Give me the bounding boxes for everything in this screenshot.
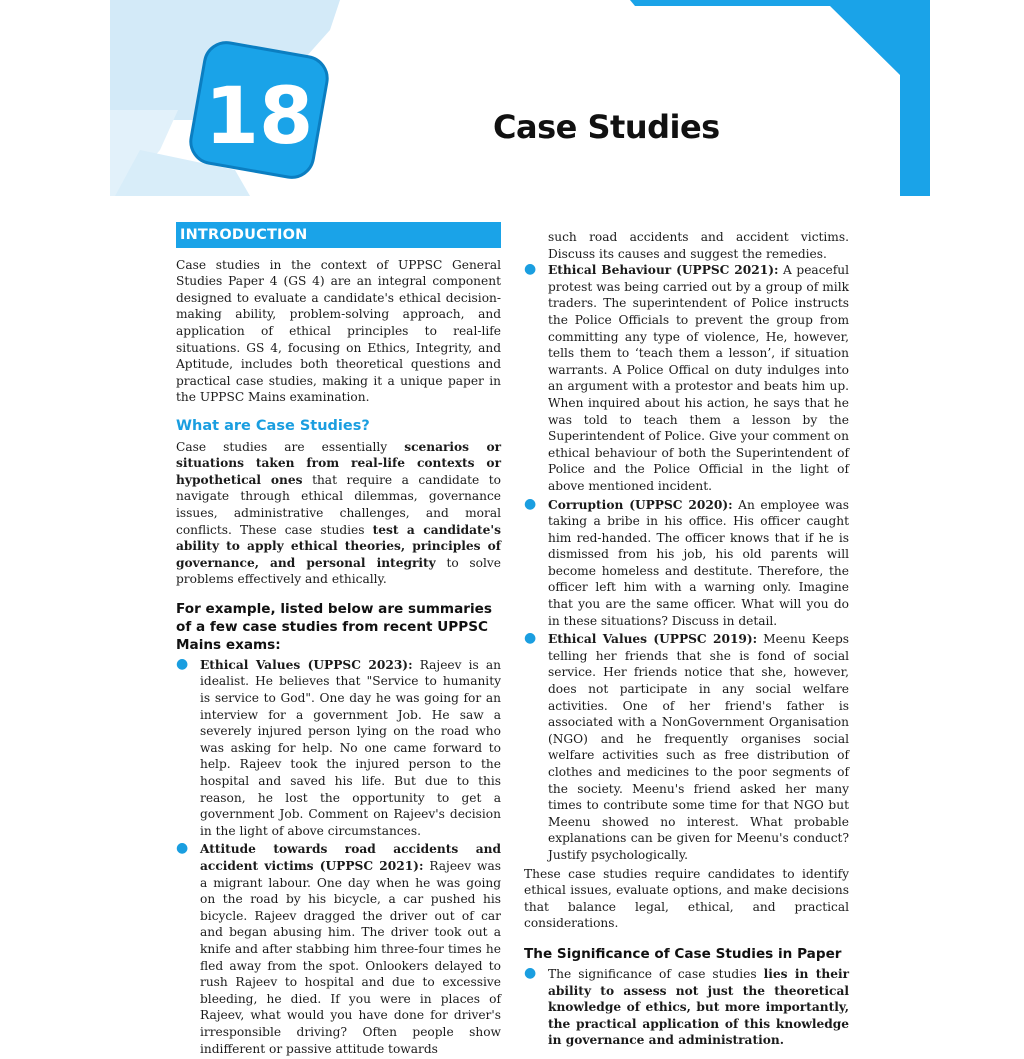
introduction-heading: INTRODUCTION (176, 222, 501, 248)
left-column (176, 222, 501, 1059)
what-are-case-studies-paragraph: Case studies are essentially scenarios or situations taken from real-life contexts or hypothetical ones that require a candidate to navigate through ethical dilemmas, governance issues, administrative challenges, and moral conflicts. These case studies test a candidate's ability to apply ethical theories, principles of governance, and personal integrity to solve problems effectively and ethically. (176, 439, 502, 587)
bullet-icon: ● (176, 655, 189, 672)
case-list-left (176, 657, 501, 1057)
right-column (524, 229, 849, 1051)
chapter-number-badge (183, 35, 335, 185)
case-continuation: such road accidents and accident victims. Discuss its causes and suggest the remedies. (548, 230, 849, 261)
significance-list (524, 966, 849, 1049)
list-item: ● The significance of case studies lies in their ability to assess not just the theoretical knowledge of ethics, but more importantly, the practical application of this knowledge in governance and administration. (524, 964, 849, 1048)
list-item: ● Ethical Values (UPPSC 2023): Rajeev is an idealist. He believes that "Service to humanity is service to God". One day he was going for an interview for a government Job. He saw a severely injured person lying on the road who was asking for help. No one came forward to help. Rajeev took the injured person to the hospital and saved his life. But due to this reason, he lost the opportunity to get a government Job. Comment on Rajeev's decision in the light of above circumstances. (176, 655, 502, 838)
bullet-icon: ● (176, 840, 189, 857)
bullet-icon: ● (524, 495, 537, 512)
list-item: ● Attitude towards road accidents and accident victims (UPPSC 2021): Rajeev was a migrant labour. One day when he was going on the road by his bicycle, a car pushed his bicycle. Rajeev dragged the driver out of car and began abusing him. The driver took out a knife and after stabbing him three-four times he fled away from the spot. Onlookers delayed to rush Rajeev to hospital and due to excessive bleeding, he died. If you were in places of Rajeev, what would you have done for driver's irresponsible driving? Often people show indifferent or passive attitude towards (176, 840, 501, 1056)
summary-paragraph: These case studies require candidates to identify ethical issues, evaluate options, and make decisions that balance legal, ethical, and practical considerations. (524, 866, 849, 931)
list-item: ● Corruption (UPPSC 2020): An employee was taking a bribe in his office. His officer caught him red-handed. The officer knows that if he is dismissed from his job, his old parents will become homeless and destitute. Therefore, the officer left him with a warning only. Imagine that you are the same officer. What will you do in these situations? Discuss in detail. (524, 495, 850, 628)
what-are-case-studies-heading: What are Case Studies? (176, 417, 370, 434)
chapter-title: Case Studies (493, 108, 720, 146)
header-decoration (0, 0, 1024, 200)
case-list-right (524, 262, 849, 863)
chapter-number: 18 (204, 72, 314, 162)
list-item: ● Ethical Values (UPPSC 2019): Meenu Keeps telling her friends that she is fond of social service. Her friends notice that she, however, does not participate in any social welfare activities. One of her friend's father is associated with a NonGovernment Organisation (NGO) and he frequently organises social welfare activities such as free distribution of clothes and medicines to the poor segments of the society. Meenu's friend asked her many times to contribute some time for that NGO but Meenu showed no interest. What probable explanations can be given for Meenu's conduct? Justify psychologically. (524, 630, 849, 862)
bullet-icon: ● (524, 964, 537, 981)
introduction-paragraph: Case studies in the context of UPPSC General Studies Paper 4 (GS 4) are an integral component designed to evaluate a candidate's ethical decision-making ability, problem-solving approach, and application of ethical principles to real-life situations. GS 4, focusing on Ethics, Integrity, and Aptitude, includes both theoretical questions and practical case studies, making it a unique paper in the UPPSC Mains examination. (176, 257, 501, 405)
bullet-icon: ● (524, 261, 537, 278)
significance-heading: The Significance of Case Studies in Paper (524, 945, 842, 962)
examples-heading: For example, listed below are summaries of a few case studies from recent UPPSC Mains exams: (176, 600, 492, 653)
bullet-icon: ● (524, 630, 537, 647)
list-item: ● Ethical Behaviour (UPPSC 2021): A peaceful protest was being carried out by a group of milk traders. The superintendent of Police instructs the Police Officials to prevent the group from committing any type of violence, He, however, tells them to ‘teach them a lesson’, if situation warrants. A Police Offical on duty indulges into an argument with a protestor and beats him up. When inquired about his action, he says that he was told to teach them a lesson by the Superintendent of Police. Give your comment on ethical behaviour of both the Superintendent of Police and the Police Official in the light of above mentioned incident. (524, 261, 849, 493)
